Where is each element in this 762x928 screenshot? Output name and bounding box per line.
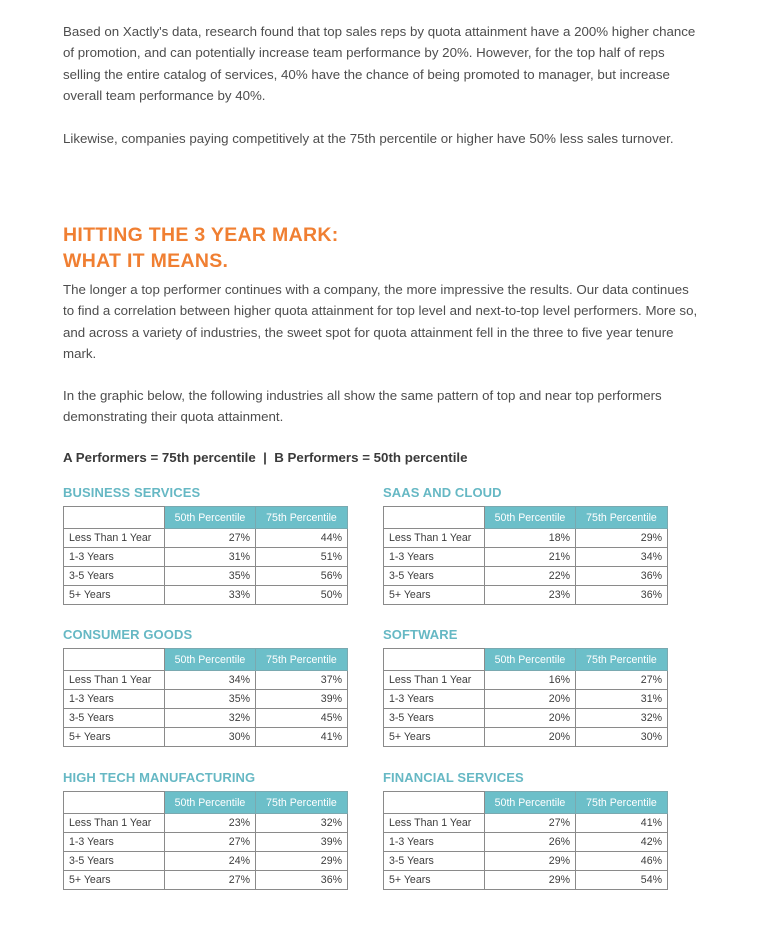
- value-50th: 22%: [485, 567, 576, 586]
- header-75th-percentile: 75th Percentile: [576, 507, 668, 529]
- row-label: 1-3 Years: [384, 548, 485, 567]
- row-label: 1-3 Years: [64, 833, 165, 852]
- row-label: Less Than 1 Year: [384, 671, 485, 690]
- value-75th: 34%: [576, 548, 668, 567]
- header-blank-cell: [64, 649, 165, 671]
- value-75th: 46%: [576, 852, 668, 871]
- value-75th: 31%: [576, 690, 668, 709]
- table-row: [384, 852, 668, 871]
- row-label: 3-5 Years: [64, 567, 165, 586]
- header-blank-cell: [64, 792, 165, 814]
- percentile-table: [63, 506, 348, 605]
- percentile-table: [63, 791, 348, 890]
- row-label: 5+ Years: [64, 586, 165, 605]
- table-row: [384, 529, 668, 548]
- table-row: [384, 728, 668, 747]
- value-75th: 54%: [576, 871, 668, 890]
- table-row: [384, 586, 668, 605]
- value-75th: 36%: [256, 871, 348, 890]
- intro-paragraph-1: Based on Xactly's data, research found that top sales reps by quota attainment have a 200% higher chance of promotion, and can potentially increase team performance by 20%. However, for the top half of reps selling the entire catalog of services, 40% have the chance of being promoted to manager, but increase overall team performance by 40%.: [63, 24, 696, 103]
- value-75th: 56%: [256, 567, 348, 586]
- table-row: [384, 671, 668, 690]
- row-label: 1-3 Years: [384, 690, 485, 709]
- row-label: 5+ Years: [384, 728, 485, 747]
- table-row: [384, 871, 668, 890]
- row-label: Less Than 1 Year: [384, 814, 485, 833]
- header-blank-cell: [384, 649, 485, 671]
- value-50th: 29%: [485, 871, 576, 890]
- table-header-row: [64, 507, 348, 529]
- value-75th: 41%: [576, 814, 668, 833]
- intro-paragraph-2: Likewise, companies paying competitively at the 75th percentile or higher have 50% less sales turnover.: [63, 131, 674, 146]
- heading-line-2: WHAT IT MEANS.: [63, 250, 229, 272]
- value-50th: 35%: [165, 690, 256, 709]
- percentile-table: [63, 648, 348, 747]
- value-50th: 21%: [485, 548, 576, 567]
- table-row: [64, 728, 348, 747]
- row-label: 1-3 Years: [64, 690, 165, 709]
- header-75th-percentile: 75th Percentile: [576, 649, 668, 671]
- header-50th-percentile: 50th Percentile: [485, 792, 576, 814]
- row-label: 5+ Years: [64, 728, 165, 747]
- row-label: 5+ Years: [384, 586, 485, 605]
- table-header-row: [64, 792, 348, 814]
- header-75th-percentile: 75th Percentile: [256, 649, 348, 671]
- value-50th: 27%: [485, 814, 576, 833]
- header-blank-cell: [64, 507, 165, 529]
- percentile-table: [383, 648, 668, 747]
- table-row: [64, 690, 348, 709]
- row-label: 5+ Years: [384, 871, 485, 890]
- industry-title: SAAS AND CLOUD: [383, 485, 502, 500]
- value-75th: 39%: [256, 690, 348, 709]
- industry-title: SOFTWARE: [383, 627, 458, 642]
- value-50th: 33%: [165, 586, 256, 605]
- value-75th: 32%: [576, 709, 668, 728]
- header-50th-percentile: 50th Percentile: [165, 507, 256, 529]
- header-blank-cell: [384, 507, 485, 529]
- value-50th: 27%: [165, 871, 256, 890]
- industry-table-block: [63, 486, 347, 605]
- value-75th: 30%: [576, 728, 668, 747]
- value-75th: 37%: [256, 671, 348, 690]
- value-75th: 29%: [576, 529, 668, 548]
- value-50th: 16%: [485, 671, 576, 690]
- table-row: [384, 567, 668, 586]
- value-50th: 24%: [165, 852, 256, 871]
- row-label: Less Than 1 Year: [384, 529, 485, 548]
- table-header-row: [384, 507, 668, 529]
- value-50th: 35%: [165, 567, 256, 586]
- row-label: 3-5 Years: [384, 709, 485, 728]
- row-label: 5+ Years: [64, 871, 165, 890]
- row-label: 3-5 Years: [64, 709, 165, 728]
- value-50th: 18%: [485, 529, 576, 548]
- value-50th: 26%: [485, 833, 576, 852]
- value-75th: 51%: [256, 548, 348, 567]
- section-paragraph-2: In the graphic below, the following industries all show the same pattern of top and near top performers demonstrating their quota attainment.: [63, 388, 662, 425]
- row-label: Less Than 1 Year: [64, 671, 165, 690]
- table-row: [64, 548, 348, 567]
- section-heading: [63, 222, 339, 274]
- header-50th-percentile: 50th Percentile: [485, 507, 576, 529]
- industry-title: BUSINESS SERVICES: [63, 485, 201, 500]
- industry-title: CONSUMER GOODS: [63, 627, 193, 642]
- value-75th: 39%: [256, 833, 348, 852]
- value-75th: 32%: [256, 814, 348, 833]
- value-50th: 31%: [165, 548, 256, 567]
- table-row: [64, 586, 348, 605]
- row-label: 3-5 Years: [64, 852, 165, 871]
- industry-table-block: [383, 628, 667, 747]
- industry-table-block: [63, 771, 347, 890]
- header-50th-percentile: 50th Percentile: [165, 792, 256, 814]
- heading-line-1: HITTING THE 3 YEAR MARK:: [63, 224, 339, 246]
- value-50th: 30%: [165, 728, 256, 747]
- value-75th: 50%: [256, 586, 348, 605]
- value-50th: 27%: [165, 529, 256, 548]
- section-paragraph-1: The longer a top performer continues with a company, the more impressive the results. Our data continues to find a correlation between higher quota attainment for top level and next-to-top level performers. More so, and across a variety of industries, the sweet spot for quota attainment fell in the three to five year tenure mark.: [63, 282, 698, 361]
- value-50th: 23%: [165, 814, 256, 833]
- row-label: Less Than 1 Year: [64, 814, 165, 833]
- table-header-row: [384, 649, 668, 671]
- value-75th: 27%: [576, 671, 668, 690]
- value-50th: 29%: [485, 852, 576, 871]
- value-75th: 42%: [576, 833, 668, 852]
- industry-title: HIGH TECH MANUFACTURING: [63, 770, 256, 785]
- percentile-table: [383, 506, 668, 605]
- percentile-table: [383, 791, 668, 890]
- table-row: [64, 852, 348, 871]
- table-row: [64, 833, 348, 852]
- header-blank-cell: [384, 792, 485, 814]
- value-75th: 44%: [256, 529, 348, 548]
- row-label: Less Than 1 Year: [64, 529, 165, 548]
- table-row: [384, 833, 668, 852]
- header-75th-percentile: 75th Percentile: [256, 792, 348, 814]
- header-75th-percentile: 75th Percentile: [256, 507, 348, 529]
- table-row: [384, 690, 668, 709]
- value-50th: 32%: [165, 709, 256, 728]
- header-50th-percentile: 50th Percentile: [485, 649, 576, 671]
- industry-title: FINANCIAL SERVICES: [383, 770, 524, 785]
- performer-legend: A Performers = 75th percentile | B Performers = 50th percentile: [63, 450, 468, 465]
- table-header-row: [64, 649, 348, 671]
- table-row: [384, 814, 668, 833]
- value-75th: 36%: [576, 586, 668, 605]
- table-header-row: [384, 792, 668, 814]
- value-50th: 20%: [485, 690, 576, 709]
- row-label: 3-5 Years: [384, 852, 485, 871]
- value-75th: 41%: [256, 728, 348, 747]
- row-label: 3-5 Years: [384, 567, 485, 586]
- industry-table-block: [383, 771, 667, 890]
- table-row: [64, 709, 348, 728]
- table-row: [64, 529, 348, 548]
- table-row: [384, 709, 668, 728]
- industry-table-block: [63, 628, 347, 747]
- row-label: 1-3 Years: [64, 548, 165, 567]
- value-50th: 20%: [485, 728, 576, 747]
- value-50th: 34%: [165, 671, 256, 690]
- value-75th: 29%: [256, 852, 348, 871]
- value-50th: 23%: [485, 586, 576, 605]
- table-row: [64, 671, 348, 690]
- value-50th: 20%: [485, 709, 576, 728]
- value-75th: 45%: [256, 709, 348, 728]
- row-label: 1-3 Years: [384, 833, 485, 852]
- header-50th-percentile: 50th Percentile: [165, 649, 256, 671]
- table-row: [64, 567, 348, 586]
- table-row: [64, 871, 348, 890]
- value-50th: 27%: [165, 833, 256, 852]
- industry-table-block: [383, 486, 667, 605]
- value-75th: 36%: [576, 567, 668, 586]
- table-row: [64, 814, 348, 833]
- header-75th-percentile: 75th Percentile: [576, 792, 668, 814]
- table-row: [384, 548, 668, 567]
